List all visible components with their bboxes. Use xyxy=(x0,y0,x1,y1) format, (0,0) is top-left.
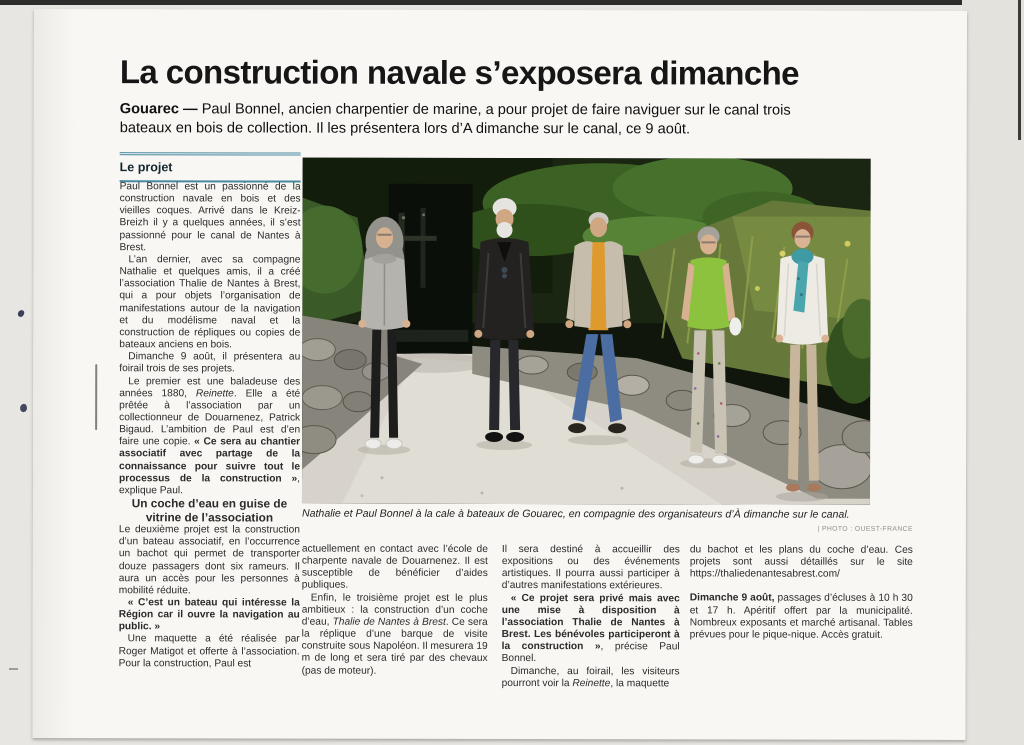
kicker-label: Le projet xyxy=(119,160,173,175)
boat-name: Reinette xyxy=(195,387,234,400)
article-photo xyxy=(302,158,871,505)
photo-caption: Nathalie et Paul Bonnel à la cale à bateaux de Gouarec, en compagnie des organisateurs d’À dimanche sur le canal. xyxy=(301,507,850,521)
paragraph: Paul Bonnel est un passionné de la construction navale en bois et des vieilles coques. Arrivé dans le Kreiz-Breizh il y a quelques années, il s’est passionné pour le canal de Nantes à Brest. xyxy=(119,181,301,254)
bottom-column-3 xyxy=(690,544,913,642)
paragraph: « Ce projet sera privé mais avec une mise à disposition à l’association Thalie de Nantes à Brest. Les bénévoles participeront à la construction », précise Paul Bonnel. xyxy=(501,592,680,665)
bottom-column-1 xyxy=(302,544,488,678)
article-standfirst xyxy=(120,100,836,138)
quote-bold: « Ce sera au chantier associatif avec partage de la connaissance pour suivre tout le processus de la construction » xyxy=(119,436,301,485)
newspaper-clipping xyxy=(32,9,967,740)
boat-name: Reinette xyxy=(572,677,611,689)
paragraph: Le deuxième projet est la construction d’un bateau associatif, en l’occurrence un bachot qui permet de transporter douze passagers dont six rameurs. Il aura un accès pour les personnes à mobilité réduite. xyxy=(118,524,300,597)
paragraph: actuellement en contact avec l’école de charpente navale de Douarnenez. Il est susceptible de bénéficier d’aides publiques. xyxy=(301,543,488,592)
section-kicker xyxy=(120,152,301,182)
paragraph xyxy=(119,597,300,634)
paragraph: du bachot et les plans du coche d’eau. Ces projets sont aussi détaillés sur le site https://thaliedenantesabrest.com/ xyxy=(689,544,913,581)
ink-speck xyxy=(19,403,28,412)
scanner-top-band xyxy=(0,0,991,5)
scan-streak-line xyxy=(95,364,97,430)
paragraph: Dimanche 9 août, il présentera au foirail trois de ses projets. xyxy=(119,351,301,375)
crosshead: Un coche d’eau en guise de vitrine de l’association xyxy=(131,496,288,525)
spacer xyxy=(690,581,913,593)
standfirst-location: Gouarec — xyxy=(119,101,198,118)
ink-speck xyxy=(17,309,25,318)
paragraph: Dimanche, au foirail, les visiteurs pourront voir la Reinette, la maquette xyxy=(501,665,680,690)
standfirst-text: Paul Bonnel, ancien charpentier de marine, a pour projet de faire naviguer sur le canal trois bateaux en bois de collection. Il les présentera lors d’A dimanche sur le canal, ce 9 août. xyxy=(119,101,791,137)
bottom-column-2 xyxy=(502,544,680,690)
paragraph: Enfin, le troisième projet est le plus ambitieux : la construction d’un coche d’eau, Thalie de Nantes à Brest. Ce sera la réplique d’une barque de visite construite sous Napoléon. Il mesurera 19 m de long et sera tiré par des chevaux (pas de moteur). xyxy=(301,592,488,677)
scanner-right-edge-line xyxy=(1018,0,1021,140)
quote-bold: « Ce projet sera privé mais avec une mise à disposition à l’association Thalie de Nantes à Brest. Les bénévoles participeront à la construction » xyxy=(501,592,680,653)
article-headline: La construction navale s’exposera dimanche xyxy=(119,53,799,92)
paragraph: Il sera destiné à accueillir des expositions ou des événements artistiques. Il pourra aussi participer à d’autres manifestations extérieures. xyxy=(501,543,680,592)
boat-name: Thalie de Nantes à Brest xyxy=(332,616,446,628)
pencil-mark xyxy=(9,668,18,670)
practical-info: Dimanche 9 août, passages d’écluses à 10 h 30 et 17 h. Apéritif offert par la municipalité. Nombreux exposants et marché artisanal. Tables prévues pour le pique-nique. Accès gratuit. xyxy=(689,592,913,641)
info-lead-bold: Dimanche 9 août, xyxy=(689,592,775,605)
paragraph: L’an dernier, avec sa compagne Nathalie et quelques amis, il a créé l’association Thalie de Nantes à Brest, qui a pour objets l’organisation de manifestations autour de la navigation et du modélisme naval et la construction de répliques ou copies de bateaux anciens en bois. xyxy=(119,254,301,351)
paragraph: Le premier est une baladeuse des années 1880, Reinette. Elle a été prêtée à l’association par un collectionneur de Douarnenez, Patrick Bigaud. L’ambition de Paul est d’en faire une copie. « Ce sera au chantier associatif avec partage de la connaissance pour suivre tout le processus de la construction », explique Paul. xyxy=(118,375,301,497)
scanner-right-band xyxy=(962,0,1024,745)
left-column xyxy=(119,181,301,670)
paragraph: Une maquette a été réalisée par Roger Matigot et offerte à l’association. Pour la construction, Paul est xyxy=(118,633,300,670)
quote-bold: « C’est un bateau qui intéresse la Région car il ouvre la navigation au public. » xyxy=(118,597,300,633)
photo-credit: | PHOTO : OUEST-FRANCE xyxy=(817,525,913,533)
